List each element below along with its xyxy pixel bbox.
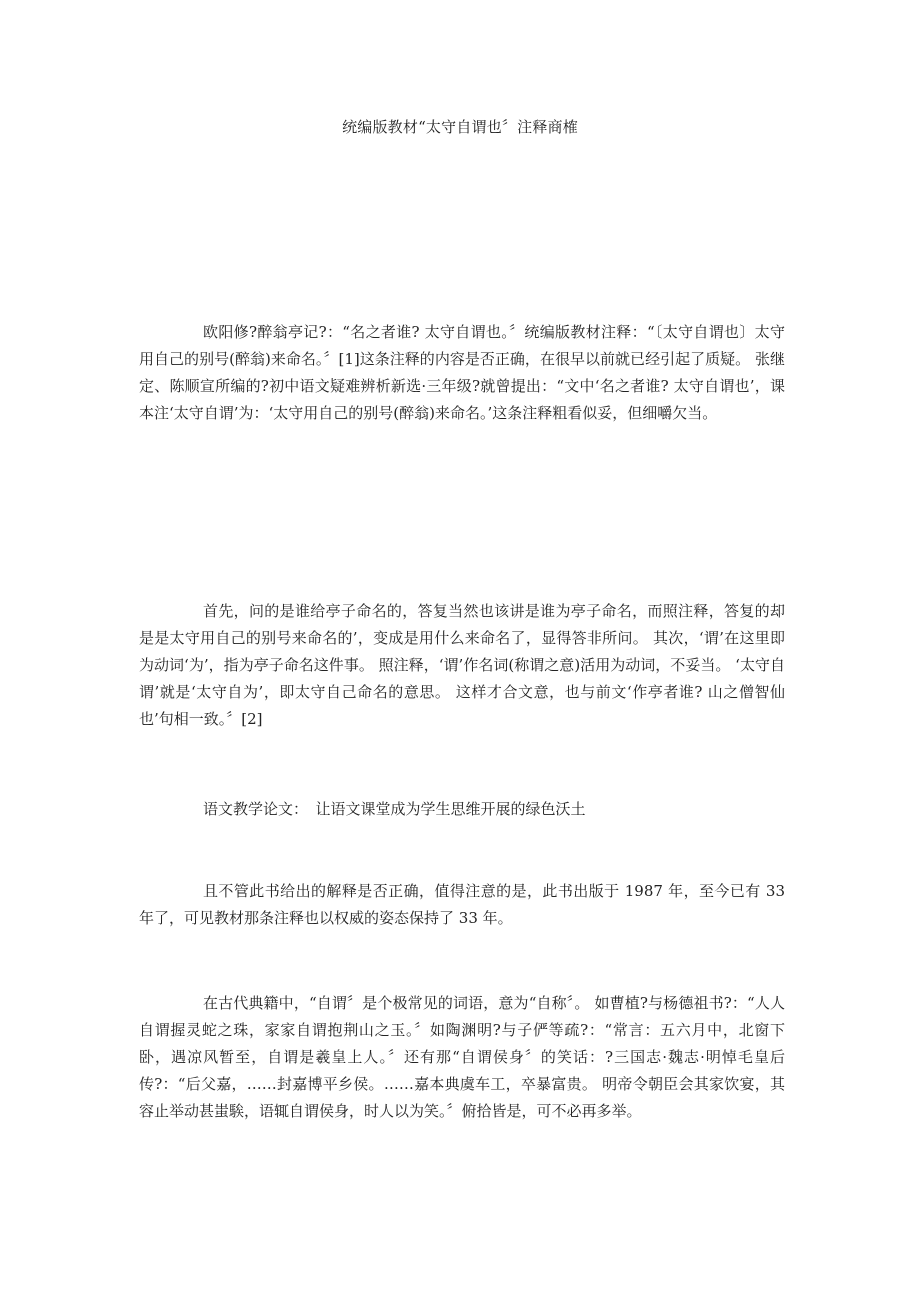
paragraph-publication-note: 且不管此书给出的解释是否正确，值得注意的是，此书出版于 1987 年，至今已有 33 年了，可见教材那条注释也以权威的姿态保持了 33 年。 (139, 882, 785, 927)
paragraph-analysis: 首先，问的是谁给亭子命名的，答复当然也该讲是谁为亭子命名，而照注释，答复的却是是太守用自己的别号来命名的’，变成是用什么来命名了，显得答非所问。 其次，‘谓’在这里即为动词‘为’，指为亭子命名这件事。 照注释，‘谓’作名词(称谓之意)活用为动词，不妥当。 ‘太守自谓’就是‘太守自为’，即太守自己命名的意思。 这样才合文意，也与前文‘作亭者谁? 山之僧智仙也’句相一致。〞[2] (139, 602, 785, 728)
paragraph-intro: 欧阳修?醉翁亭记?：“名之者谁? 太守自谓也。〞统编版教材注释：“〔太守自谓也〕太守用自己的别号(醉翁)来命名。〞[1]这条注释的内容是否正确，在很早以前就已经引起了质疑。 张继定、陈顺宣所编的?初中语文疑难辨析新选·三年级?就曾提出：“文中‘名之者谁? 太守自谓也’，课本注‘太守自谓’为：‘太守用自己的别号(醉翁)来命名。’这条注释粗看似妥，但细嚼欠当。 (139, 323, 785, 422)
paragraph-classical-usage: 在古代典籍中，“自谓〞是个极常见的词语，意为“自称〞。 如曹植?与杨德祖书?：“人人自谓握灵蛇之珠，家家自谓抱荆山之玉。〞如陶渊明?与子俨等疏?：“常言：五六月中，北窗下卧，遇凉风暂至，自谓是羲皇上人。〞还有那“自谓侯身〞的笑话：?三国志·魏志·明悼毛皇后传?：“后父嘉，……封嘉博平乡侯。……嘉本典虞车工，卒暴富贵。 明帝令朝臣会其家饮宴，其容止举动甚蚩騃，语辄自谓侯身，时人以为笑。〞俯拾皆是，可不必再多举。 (139, 994, 785, 1120)
document-title: 统编版教材“太守自谓也〞注释商榷 (342, 118, 578, 136)
paragraph-related-article: 语文教学论文： 让语文课堂成为学生思维开展的绿色沃土 (203, 800, 586, 818)
